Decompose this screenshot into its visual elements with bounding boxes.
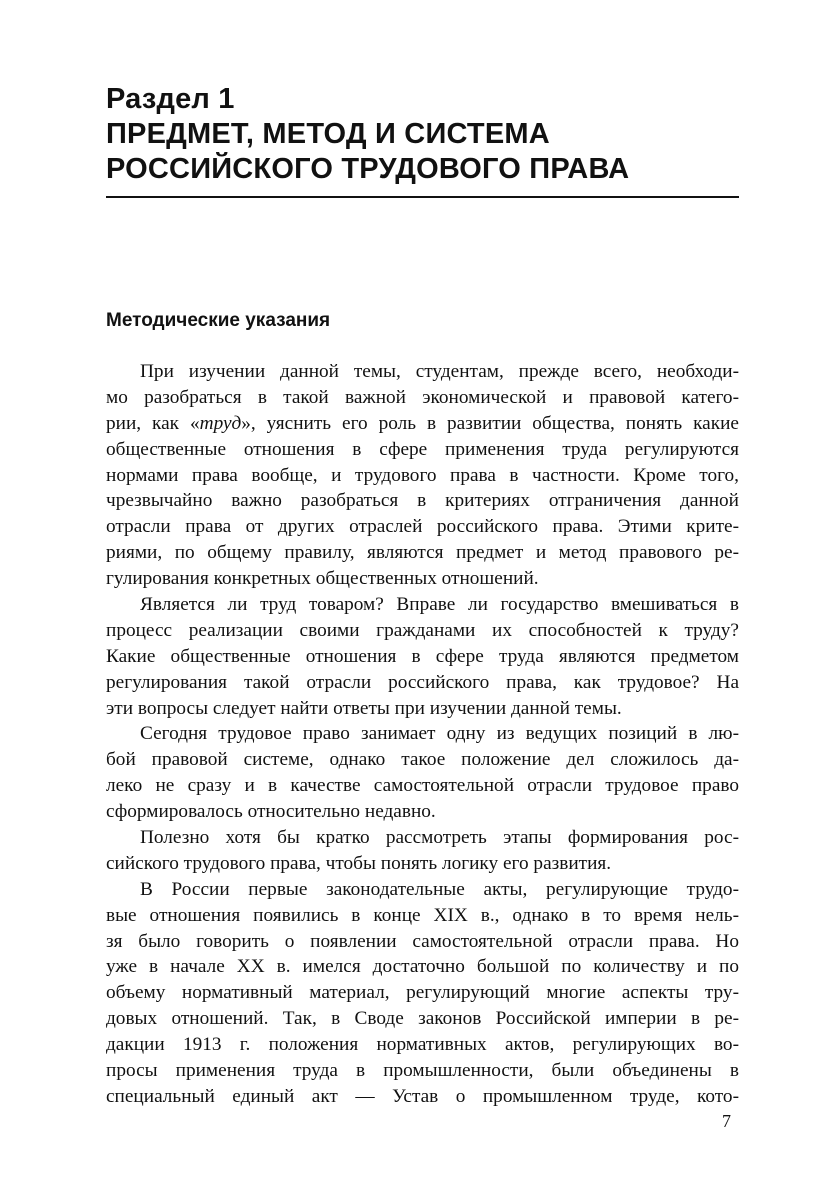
text-line: дакции 1913 г. положения нормативных актов, регулирующих во- bbox=[106, 1034, 739, 1056]
text-line: Полезно хотя бы кратко рассмотреть этапы формирования рос- bbox=[140, 827, 739, 849]
text-line: процесс реализации своими гражданами их способностей к труду? bbox=[106, 619, 739, 641]
text-line: Сегодня трудовое право занимает одну из ведущих позиций в лю- bbox=[140, 723, 739, 745]
text-line: объему нормативный материал, регулирующий многие аспекты тру- bbox=[106, 982, 739, 1004]
text-line: гулирования конкретных общественных отношений. bbox=[106, 568, 539, 590]
text-line: довых отношений. Так, в Своде законов Российской империи в ре- bbox=[106, 1008, 739, 1030]
section-label: Раздел 1 bbox=[106, 83, 235, 115]
text-line: просы применения труда в промышленности, были объединены в bbox=[106, 1060, 739, 1082]
section-title-line-2: РОССИЙСКОГО ТРУДОВОГО ПРАВА bbox=[106, 153, 630, 185]
body-text bbox=[106, 359, 739, 1110]
text-line: регулирования такой отрасли российского права, как трудовое? На bbox=[106, 671, 739, 693]
text-line: риями, по общему правилу, являются предмет и метод правового ре- bbox=[106, 542, 739, 564]
text-line: сформировалось относительно недавно. bbox=[106, 801, 436, 823]
text-line: В России первые законодательные акты, регулирующие трудо- bbox=[140, 878, 739, 900]
italic-term: труд bbox=[199, 412, 242, 434]
text-line: зя было говорить о появлении самостоятельной отрасли права. Но bbox=[106, 930, 739, 952]
text-line: специальный единый акт — Устав о промышленном труде, кото- bbox=[106, 1085, 739, 1107]
text-line: чрезвычайно важно разобраться в критериях отграничения данной bbox=[106, 490, 739, 512]
text-line: Какие общественные отношения в сфере труда являются предметом bbox=[106, 645, 739, 667]
text-line: мо разобраться в такой важной экономической и правовой катего- bbox=[106, 386, 739, 408]
text-line: рии, как «труд», уяснить его роль в развитии общества, понять какие bbox=[106, 412, 739, 434]
text-line: сийского трудового права, чтобы понять логику его развития. bbox=[106, 852, 612, 874]
text-line: вые отношения появились в конце XIX в., однако в то время нель- bbox=[106, 904, 739, 926]
text-line: уже в начале XX в. имелся достаточно большой по количеству и по bbox=[106, 956, 739, 978]
text-line: отрасли права от других отраслей российского права. Этими крите- bbox=[106, 516, 739, 538]
text-line: бой правовой системе, однако такое положение дел сложилось да- bbox=[106, 749, 739, 771]
section-title-line-1: ПРЕДМЕТ, МЕТОД И СИСТЕМА bbox=[106, 118, 550, 150]
page-number: 7 bbox=[722, 1111, 731, 1131]
heading-divider bbox=[106, 196, 739, 198]
section-heading bbox=[106, 82, 746, 187]
text-line: общественные отношения в сфере применения труда регулируются bbox=[106, 438, 739, 460]
text-line: При изучении данной темы, студентам, прежде всего, необходи- bbox=[140, 361, 739, 382]
text-line: эти вопросы следует найти ответы при изучении данной темы. bbox=[106, 697, 622, 719]
text-line: Является ли труд товаром? Вправе ли государство вмешиваться в bbox=[140, 594, 739, 616]
text-line: нормами права вообще, и трудового права в частности. Кроме того, bbox=[106, 464, 739, 486]
text-line: леко не сразу и в качестве самостоятельной отрасли трудовое право bbox=[106, 775, 739, 797]
methodical-notes-heading: Методические указания bbox=[106, 310, 331, 331]
